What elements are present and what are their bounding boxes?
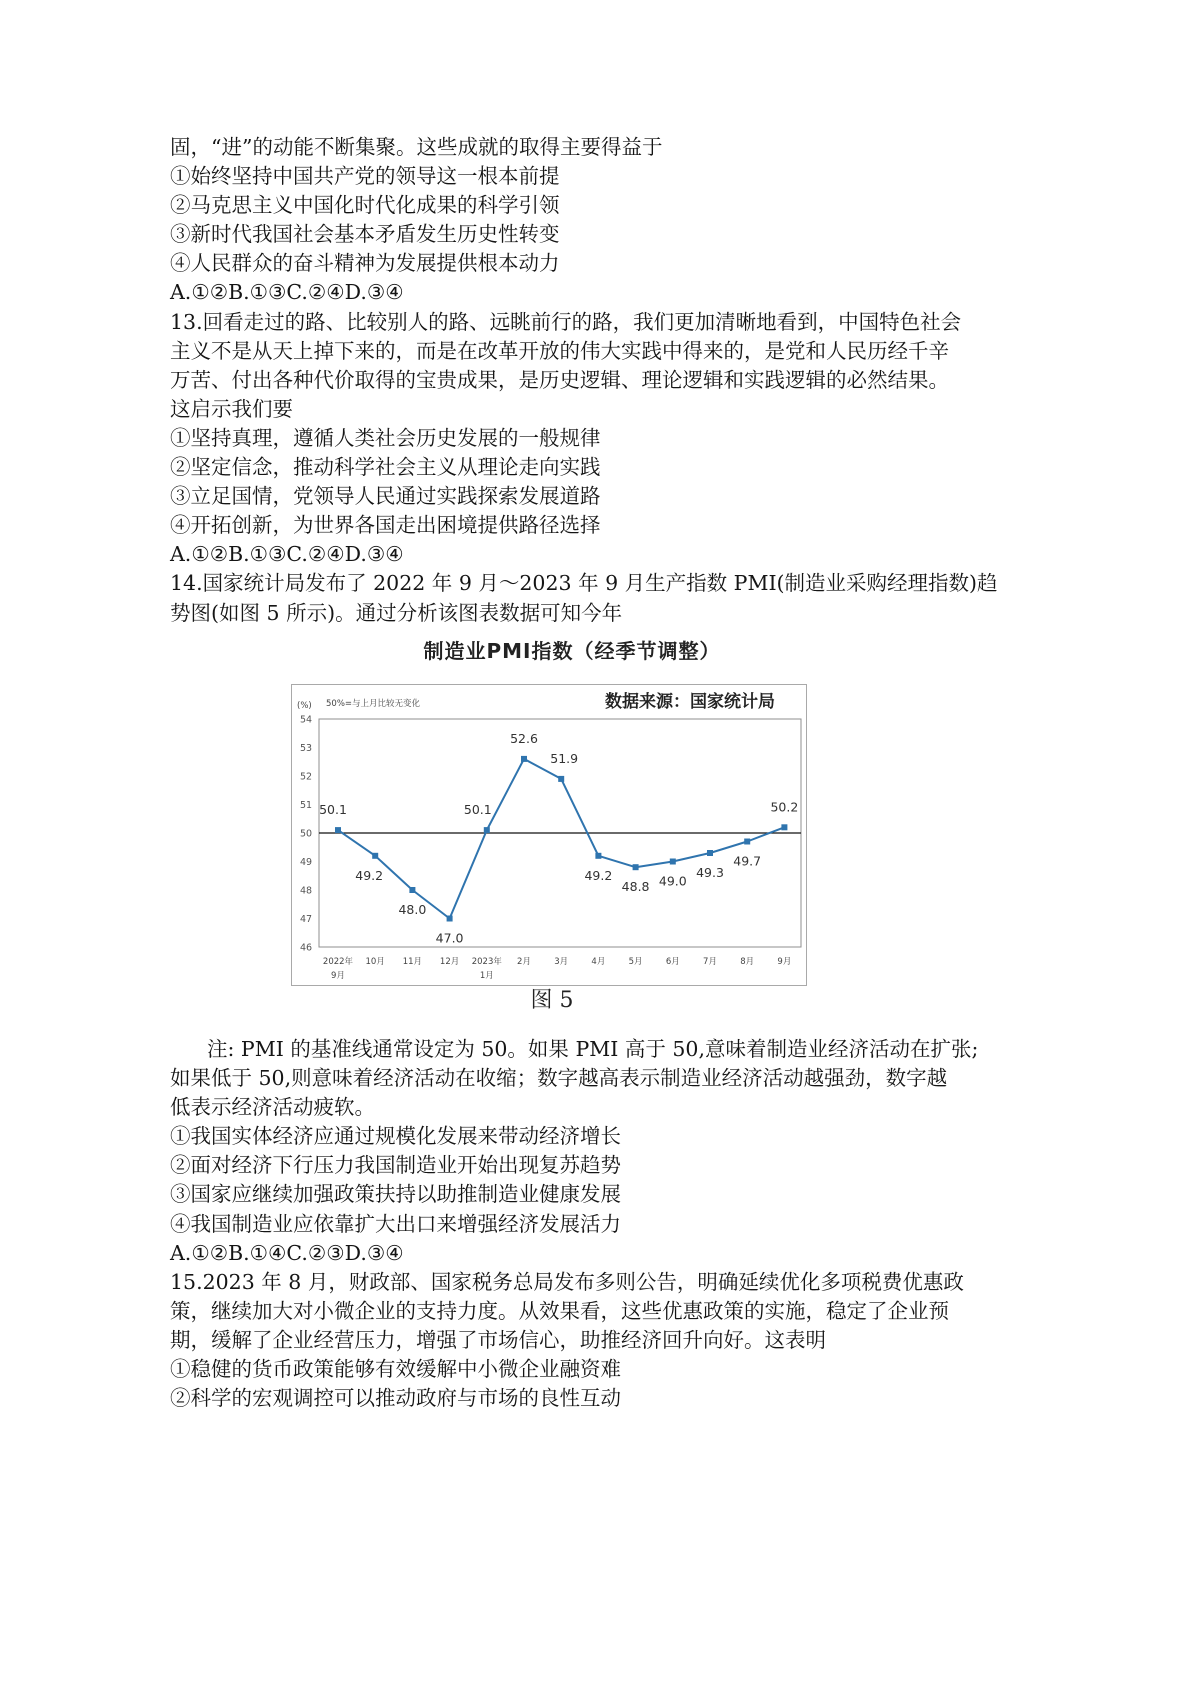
q14-note-line-3: 低表示经济活动疲软。 [170, 1095, 375, 1120]
q14-note-line-2: 如果低于 50,则意味着经济活动在收缩；数字越高表示制造业经济活动越强劲，数字越 [170, 1066, 948, 1091]
q12-option-4: ④人民群众的奋斗精神为发展提供根本动力 [170, 251, 560, 276]
q14-choices: A.①②B.①④C.②③D.③④ [170, 1240, 404, 1265]
data-label: 50.1 [463, 802, 492, 818]
q13-choices: A.①②B.①③C.②④D.③④ [170, 542, 404, 567]
data-label: 51.9 [550, 750, 579, 766]
data-point [781, 824, 787, 830]
q15-option-1: ①稳健的货币政策能够有效缓解中小微企业融资难 [170, 1357, 621, 1382]
data-label: 49.2 [584, 867, 613, 883]
data-label: 52.6 [510, 730, 538, 746]
chart-title: 制造业PMI指数（经季节调整） [423, 639, 721, 663]
data-point [521, 756, 527, 762]
x-tick-label: 10月 [365, 957, 385, 967]
data-point [409, 887, 415, 893]
q13-stem-line-4: 这启示我们要 [170, 396, 293, 421]
q15-option-2: ②科学的宏观调控可以推动政府与市场的良性互动 [170, 1386, 621, 1411]
data-label: 49.0 [658, 873, 687, 889]
q12-choices: A.①②B.①③C.②④D.③④ [170, 280, 404, 305]
y-tick-label: 52 [299, 771, 313, 783]
x-tick-label: 7月 [703, 957, 717, 967]
q15-stem-line-1: 15.2023 年 8 月，财政部、国家税务总局发布多则公告，明确延续优化多项税费优惠政 [170, 1269, 964, 1294]
chart-source-label: 数据来源：国家统计局 [605, 692, 775, 712]
x-tick-label: 2023年 1月 [471, 957, 502, 981]
x-tick-label: 8月 [740, 957, 755, 967]
chart-annotation: 50%=与上月比较无变化 [326, 699, 421, 709]
data-label: 47.0 [435, 930, 464, 946]
data-point [484, 827, 490, 833]
data-point [595, 853, 601, 859]
q14-option-4: ④我国制造业应依靠扩大出口来增强经济发展活力 [170, 1211, 621, 1236]
data-label: 49.3 [696, 865, 724, 880]
data-point [744, 839, 750, 845]
x-tick-label: 12月 [439, 957, 460, 967]
x-tick-label: 2月 [517, 957, 531, 967]
data-label: 49.7 [733, 853, 762, 869]
upper-text-block [170, 133, 1150, 628]
y-tick-label: 47 [299, 914, 313, 925]
data-point [707, 850, 713, 856]
x-tick-label: 6月 [665, 957, 680, 967]
y-tick-label: 50 [299, 828, 313, 840]
q14-note-line-1: 注: PMI 的基准线通常设定为 50。如果 PMI 高于 50,意味着制造业经济活动在扩张; [207, 1037, 979, 1061]
q13-stem-line-3: 万苦、付出各种代价取得的宝贵成果，是历史逻辑、理论逻辑和实践逻辑的必然结果。 [170, 367, 949, 392]
data-label: 50.2 [770, 799, 799, 815]
q13-stem-line-2: 主义不是从天上掉下来的，而是在改革开放的伟大实践中得来的，是党和人民历经千辛 [170, 338, 949, 363]
figure-caption: 图 5 [530, 988, 574, 1013]
data-label: 49.2 [355, 867, 384, 883]
q14-option-3: ③国家应继续加强政策扶持以助推制造业健康发展 [170, 1182, 621, 1207]
y-axis-unit-label: (%) [297, 701, 312, 711]
data-point [558, 776, 564, 782]
data-point [633, 864, 639, 870]
q15-stem-line-2: 策，继续加大对小微企业的支持力度。从效果看，这些优惠政策的实施，稳定了企业预 [170, 1298, 949, 1323]
y-tick-label: 51 [299, 800, 313, 811]
x-tick-label: 4月 [591, 957, 606, 967]
q12-stem-line: 固，“进”的动能不断集聚。这些成就的取得主要得益于 [170, 135, 663, 159]
q13-option-2: ②坚定信念，推动科学社会主义从理论走向实践 [170, 455, 601, 480]
y-tick-label: 53 [299, 743, 313, 754]
q14-stem-line-2: 势图(如图 5 所示)。通过分析该图表数据可知今年 [170, 600, 623, 625]
data-point [670, 859, 676, 865]
y-tick-label: 46 [299, 942, 313, 954]
y-tick-label: 48 [299, 885, 313, 897]
q14-option-2: ②面对经济下行压力我国制造业开始出现复苏趋势 [170, 1153, 621, 1178]
data-label: 48.8 [621, 879, 650, 895]
chart-plot-svg [292, 685, 806, 985]
x-tick-label: 9月 [777, 957, 792, 967]
y-tick-label: 54 [299, 714, 313, 726]
q12-option-1: ①始终坚持中国共产党的领导这一根本前提 [170, 164, 560, 189]
q12-option-2: ②马克思主义中国化时代化成果的科学引领 [170, 193, 560, 218]
q13-option-4: ④开拓创新，为世界各国走出困境提供路径选择 [170, 513, 601, 538]
data-point [372, 853, 378, 859]
x-tick-label: 5月 [628, 957, 643, 967]
data-point [335, 827, 341, 833]
x-tick-label: 11月 [402, 957, 423, 967]
x-tick-label: 3月 [554, 957, 569, 967]
q15-stem-line-3: 期，缓解了企业经营压力，增强了市场信心，助推经济回升向好。这表明 [170, 1327, 826, 1352]
q13-option-3: ③立足国情，党领导人民通过实践探索发展道路 [170, 484, 601, 509]
data-point [447, 916, 453, 922]
q12-option-3: ③新时代我国社会基本矛盾发生历史性转变 [170, 222, 560, 247]
q14-stem-line-1: 14.国家统计局发布了 2022 年 9 月～2023 年 9 月生产指数 PMI(制造业采购经理指数)趋 [170, 571, 998, 596]
q13-stem-line-1: 13.回看走过的路、比较别人的路、远眺前行的路，我们更加清晰地看到，中国特色社会 [170, 309, 962, 334]
data-label: 48.0 [398, 902, 427, 917]
data-label: 50.1 [319, 802, 347, 818]
y-tick-label: 49 [299, 857, 313, 868]
q13-option-1: ①坚持真理，遵循人类社会历史发展的一般规律 [170, 425, 601, 450]
lower-text-block [170, 1035, 1150, 1413]
x-tick-label: 2022年 9月 [322, 957, 354, 981]
pmi-line-chart [291, 684, 807, 986]
q14-option-1: ①我国实体经济应通过规模化发展来带动经济增长 [170, 1124, 621, 1149]
